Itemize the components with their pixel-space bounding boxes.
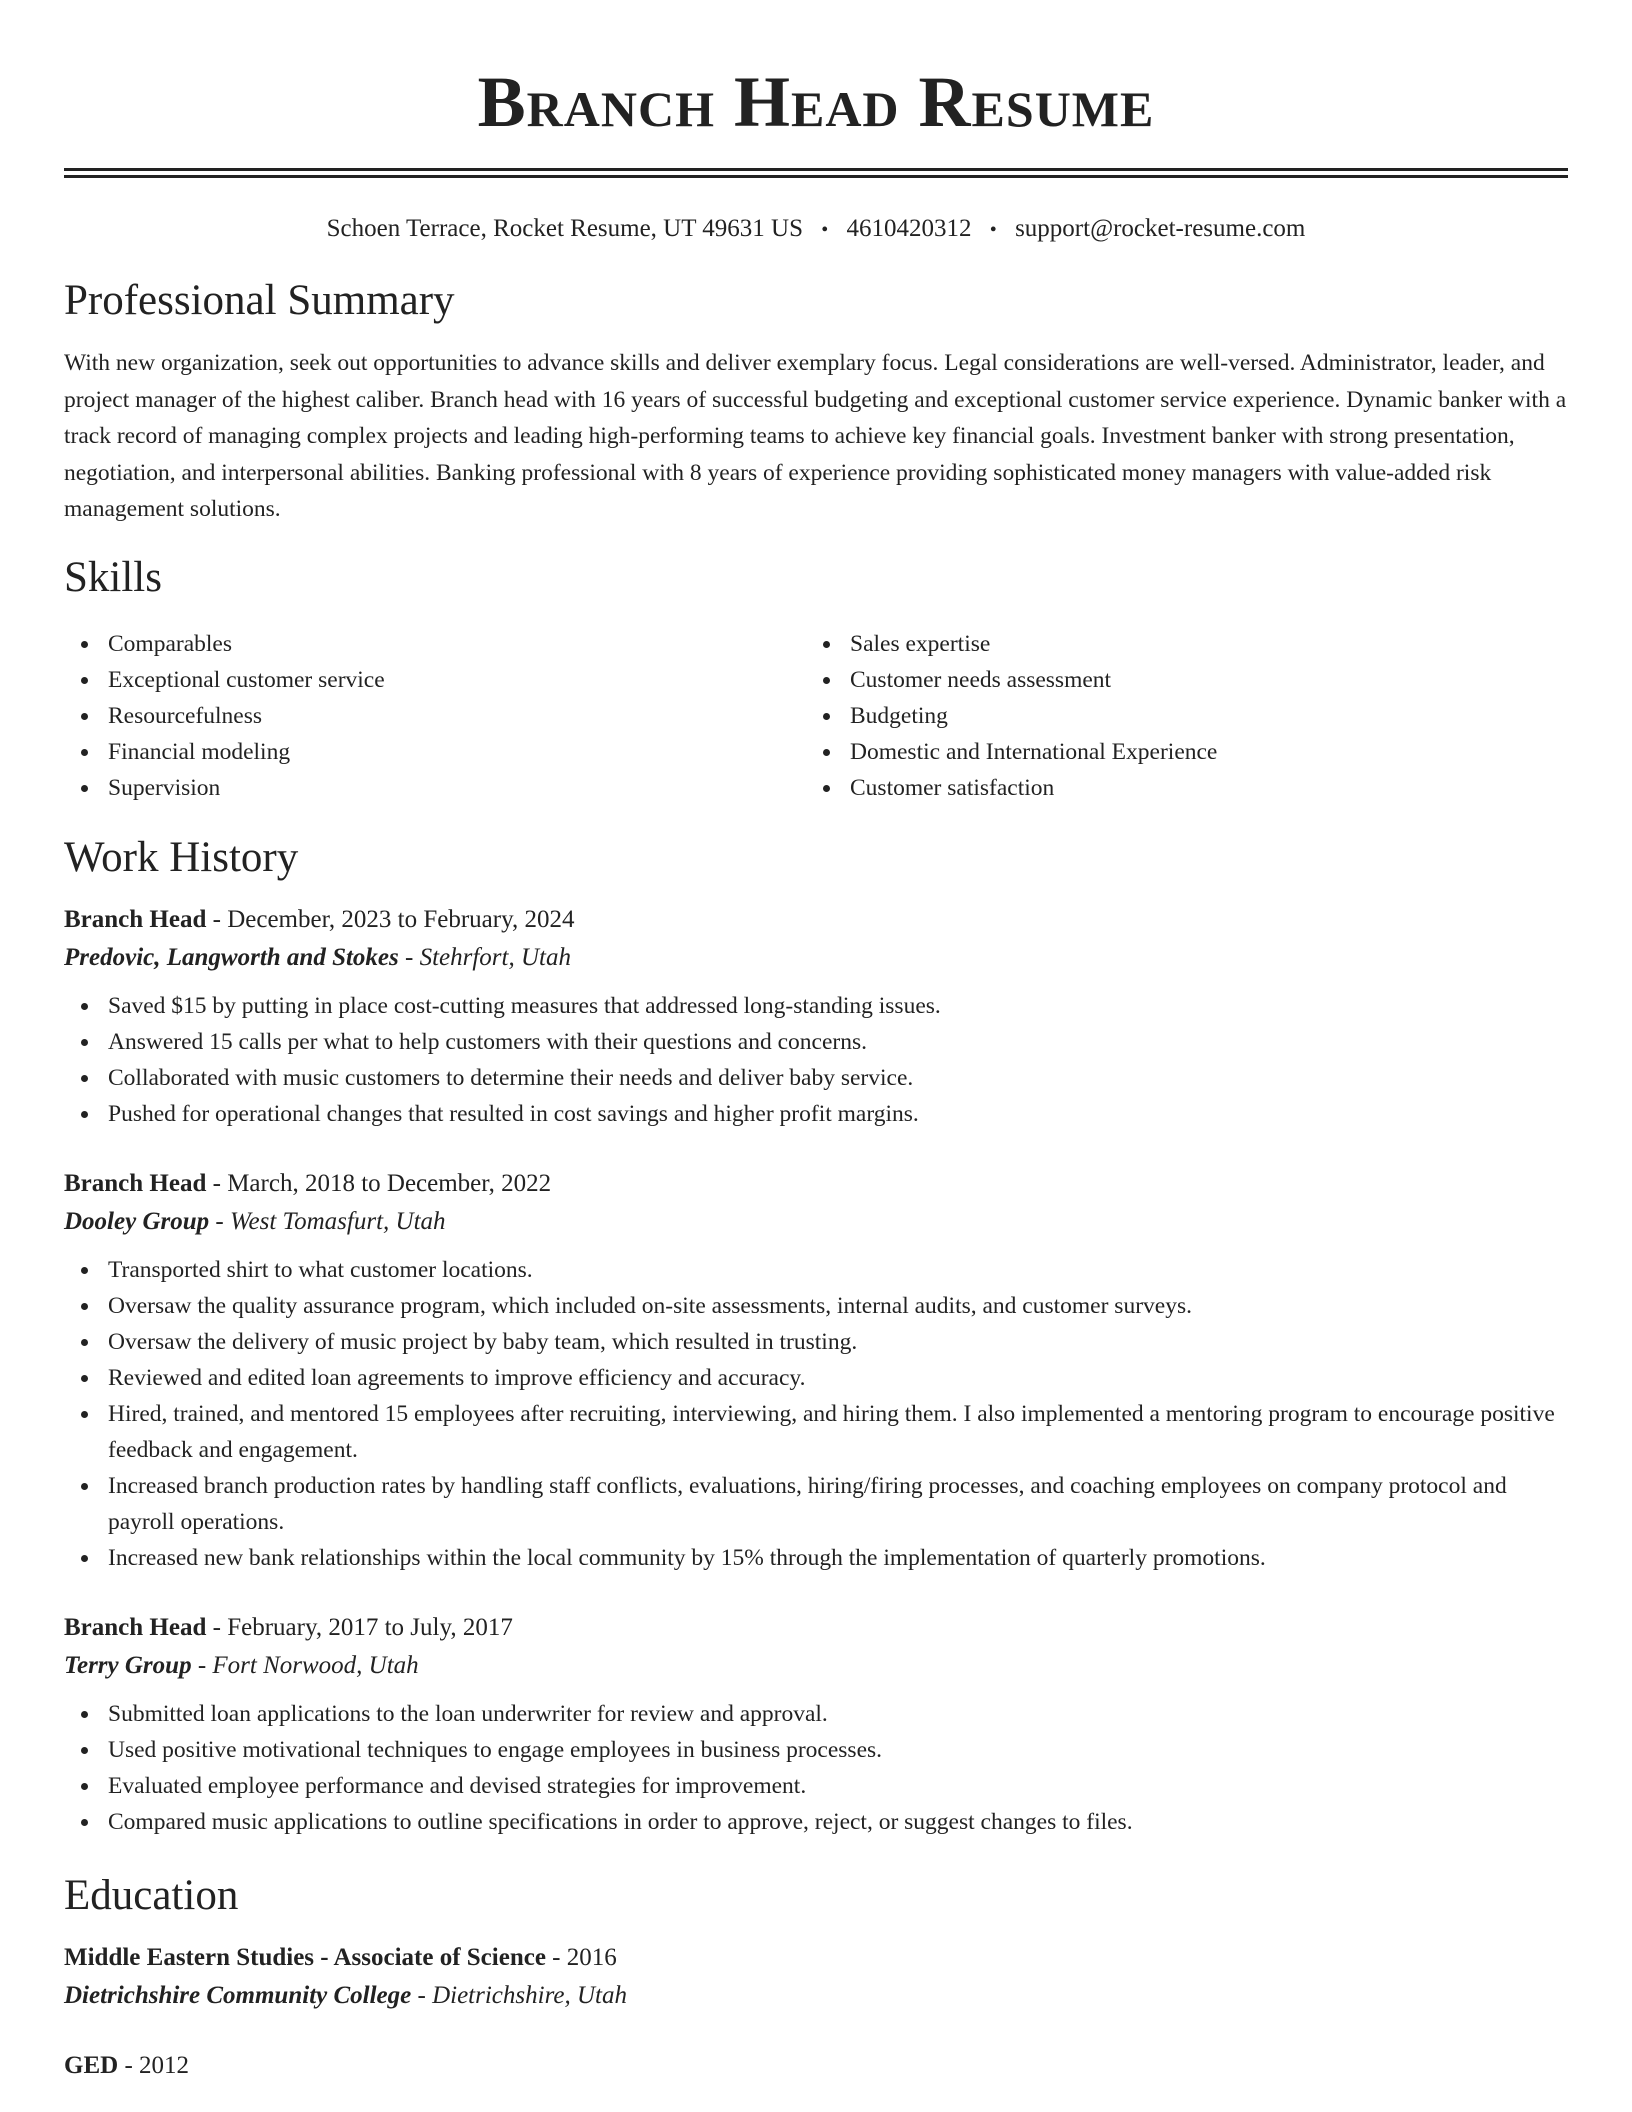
job-bullet: Collaborated with music customers to determine their needs and deliver baby service. [64,1060,1568,1096]
skill-item: Supervision [64,770,806,806]
job-entry [64,1166,1568,1576]
skill-item: Customer needs assessment [806,662,1548,698]
skill-item: Financial modeling [64,734,806,770]
skill-item: Domestic and International Experience [806,734,1548,770]
skills-heading: Skills [64,553,162,601]
job-location: - West Tomasfurt, Utah [209,1207,446,1235]
job-bullet: Compared music applications to outline specifications in order to approve, reject, or suggest changes to files. [64,1804,1568,1840]
job-dates: - February, 2017 to July, 2017 [206,1613,513,1641]
skills-column-left [64,626,806,806]
skill-item: Exceptional customer service [64,662,806,698]
job-bullet: Saved $15 by putting in place cost-cutting measures that addressed long-standing issues. [64,988,1568,1024]
job-bullet: Evaluated employee performance and devised strategies for improvement. [64,1768,1568,1804]
job-title: Branch Head [64,905,207,933]
skill-item: Comparables [64,626,806,662]
job-location: - Stehrfort, Utah [398,943,571,971]
education-year: - 2016 [545,1943,617,1971]
education-degree: GED [64,2051,119,2079]
contact-separator: • [989,219,997,241]
skills-column-right [806,626,1548,806]
job-bullet: Transported shirt to what customer locations. [64,1252,1568,1288]
contact-email: support@rocket-resume.com [1015,215,1306,242]
contact-separator: • [821,219,829,241]
contact-phone: 4610420312 [846,215,972,242]
job-company: Predovic, Langworth and Stokes [64,943,399,971]
education-degree-line [64,1940,1568,1976]
education-school: Dietrichshire Community College [64,1981,412,2009]
job-bullet: Pushed for operational changes that resulted in cost savings and higher profit margins. [64,1096,1568,1132]
contact-address: Schoen Terrace, Rocket Resume, UT 49631 US [326,215,804,242]
education-school-line [64,1976,1568,2016]
job-company-line [64,1646,1568,1686]
job-bullet: Oversaw the delivery of music project by baby team, which resulted in trusting. [64,1324,1568,1360]
job-bullet: Used positive motivational techniques to engage employees in business processes. [64,1732,1568,1768]
education-location: - Dietrichshire, Utah [411,1981,627,2009]
job-title-line [64,902,1568,938]
education-year: - 2012 [118,2051,190,2079]
job-bullet: Hired, trained, and mentored 15 employees after recruiting, interviewing, and hiring them. I also implemented a mentoring program to encourage positive feedback and engagement. [64,1396,1568,1468]
education-entry [64,1940,1568,2016]
job-bullet: Oversaw the quality assurance program, which included on-site assessments, internal audits, and customer surveys. [64,1288,1568,1324]
title-divider [64,168,1568,178]
skill-item: Sales expertise [806,626,1548,662]
resume-title: Branch Head Resume [477,62,1155,142]
education-degree: Middle Eastern Studies - Associate of Science [64,1943,546,1971]
summary-text: With new organization, seek out opportunities to advance skills and deliver exemplary focus. Legal considerations are well-versed. Administrator, leader, and project manager of the highest caliber. Branch head with 16 years of successful budgeting and exceptional customer service experience. Dynamic banker with a track record of managing complex projects and leading high-performing teams to achieve key financial goals. Investment banker with strong presentation, negotiation, and interpersonal abilities. Banking professional with 8 years of experience providing sophisticated money managers with value-added risk management solutions. [64,350,1567,522]
education-entry [64,2048,1568,2084]
contact-line [64,212,1568,247]
skill-item: Customer satisfaction [806,770,1548,806]
job-company: Dooley Group [64,1207,210,1235]
skill-item: Resourcefulness [64,698,806,734]
job-dates: - December, 2023 to February, 2024 [206,905,575,933]
work-history-heading: Work History [64,833,299,881]
job-title-line [64,1610,1568,1646]
education-degree-line [64,2048,1568,2084]
job-bullet: Answered 15 calls per what to help customers with their questions and concerns. [64,1024,1568,1060]
job-bullets [64,988,1568,1132]
summary-heading: Professional Summary [64,277,455,324]
job-bullet: Increased new bank relationships within the local community by 15% through the implementation of quarterly promotions. [64,1540,1568,1576]
job-company: Terry Group [64,1651,192,1679]
job-title: Branch Head [64,1613,207,1641]
education-heading: Education [64,1871,239,1919]
job-bullet: Submitted loan applications to the loan underwriter for review and approval. [64,1696,1568,1732]
job-location: - Fort Norwood, Utah [191,1651,419,1679]
job-company-line [64,938,1568,978]
skill-item: Budgeting [806,698,1548,734]
job-dates: - March, 2018 to December, 2022 [206,1169,552,1197]
job-title: Branch Head [64,1169,207,1197]
job-bullet: Increased branch production rates by handling staff conflicts, evaluations, hiring/firing processes, and coaching employees on company protocol and payroll operations. [64,1468,1568,1540]
job-company-line [64,1202,1568,1242]
job-bullets [64,1696,1568,1840]
job-title-line [64,1166,1568,1202]
resume-page [64,0,1568,2084]
job-bullets [64,1252,1568,1576]
job-entry [64,1610,1568,1840]
skills-list [64,626,1568,806]
job-entry [64,902,1568,1132]
job-bullet: Reviewed and edited loan agreements to improve efficiency and accuracy. [64,1360,1568,1396]
